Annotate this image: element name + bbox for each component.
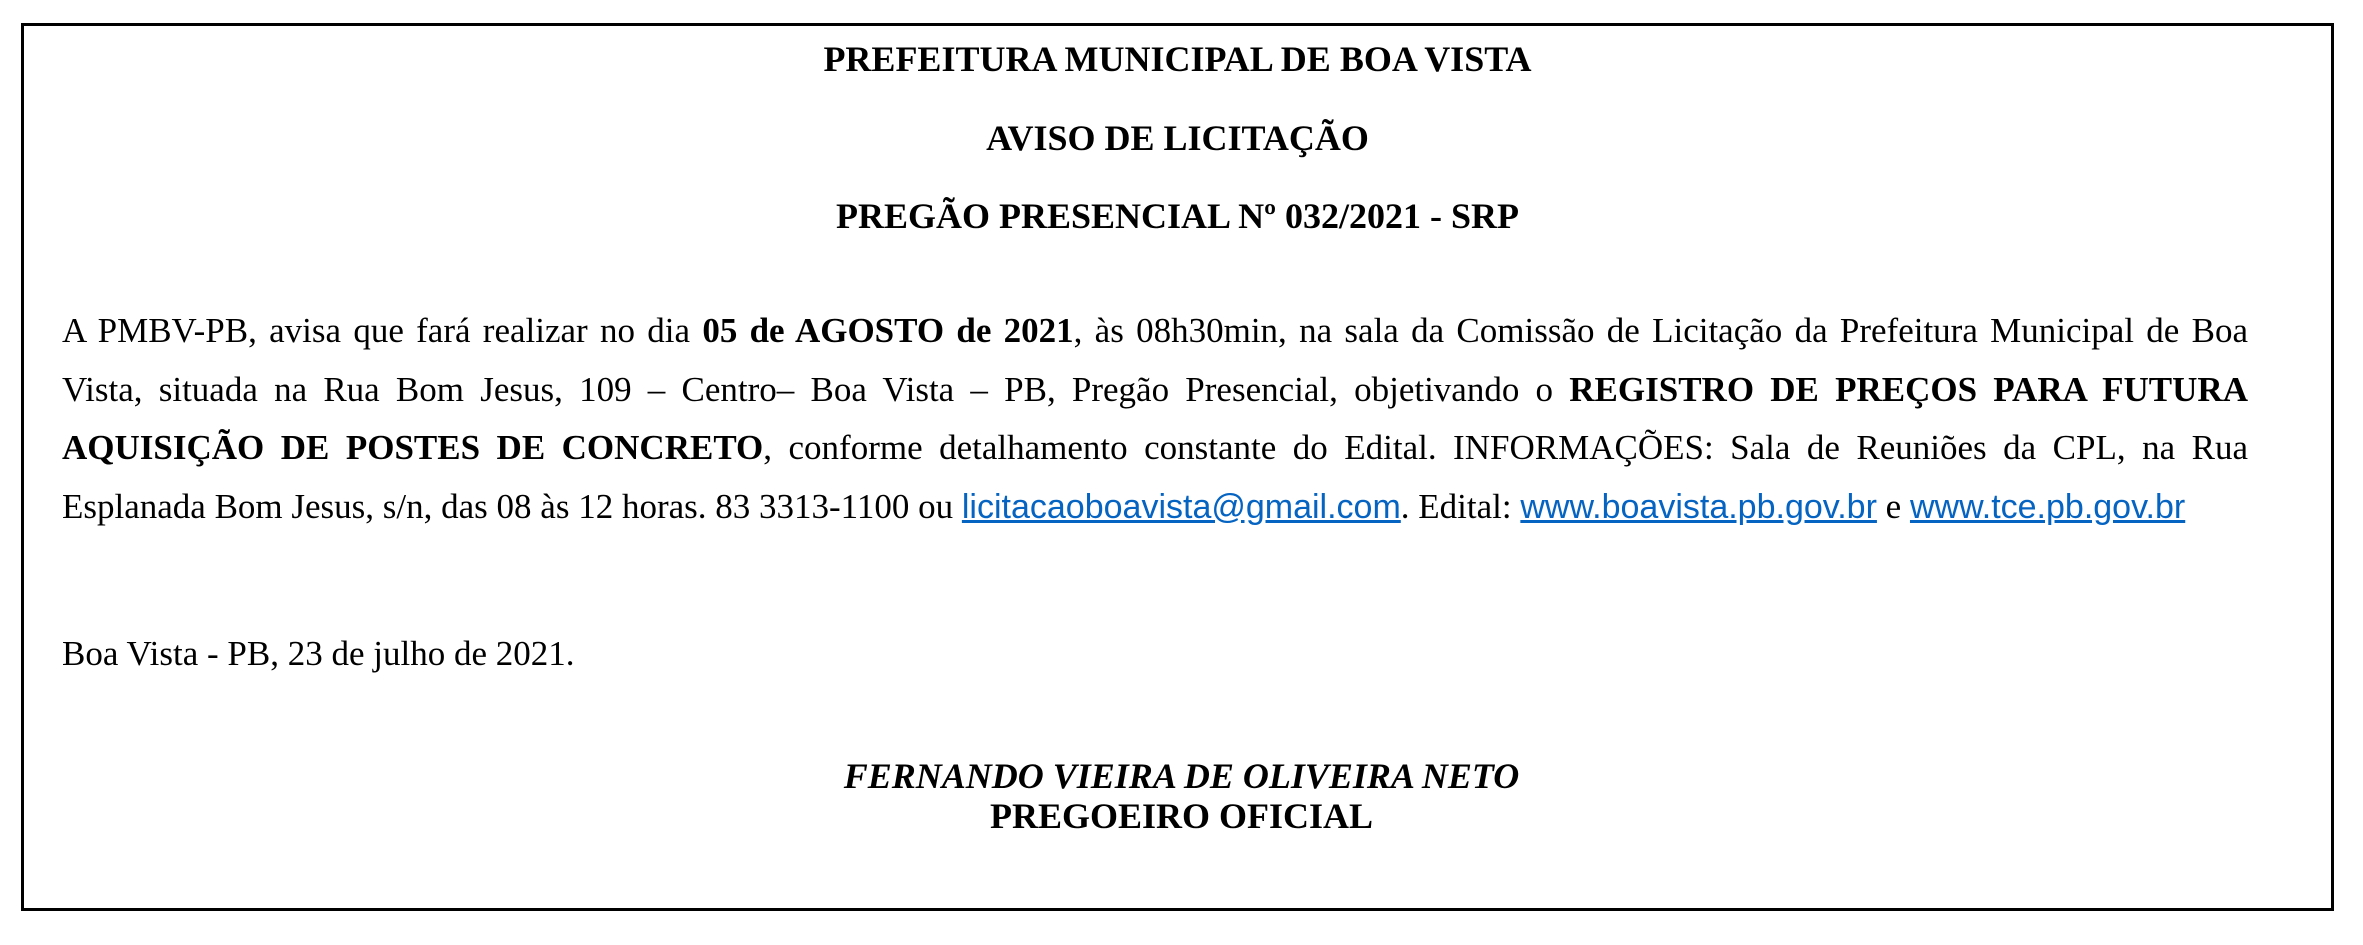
body-text-5: e <box>1876 486 1910 526</box>
body-text-4: . Edital: <box>1400 486 1521 526</box>
body-text-3: , conforme detalhamento constante do Edital. INFORMAÇÕES: Sala de Reuniões da CPL, na Rua Esplanada Bom Jesus, s/n, das 08 às 12 horas. 83 3313-1100 ou <box>62 428 2248 526</box>
email-link[interactable]: licitacaoboavista@gmail.com <box>961 487 1401 526</box>
body-text-2: , às 08h30min, na sala da Comissão de Licitação da Prefeitura Municipal de Boa Vista, situada na Rua Bom Jesus, 109 – Centro– Boa Vista – PB, Pregão Presencial, objetivando o <box>62 311 2248 409</box>
tce-site-link[interactable]: www.tce.pb.gov.br <box>1909 487 2186 526</box>
body-text-1: A PMBV-PB, avisa que fará realizar no dia <box>62 311 703 350</box>
date-line: Boa Vista - PB, 23 de julho de 2021. <box>62 634 575 673</box>
organization-title: PREFEITURA MUNICIPAL DE BOA VISTA <box>823 39 1532 79</box>
notice-type-title: AVISO DE LICITAÇÃO <box>986 118 1369 158</box>
signatory-name: FERNANDO VIEIRA DE OLIVEIRA NETO <box>843 756 1520 796</box>
signatory-role: PREGOEIRO OFICIAL <box>989 796 1374 836</box>
edital-site-link[interactable]: www.boavista.pb.gov.br <box>1520 487 1877 526</box>
procurement-object: REGISTRO DE PREÇOS PARA FUTURA AQUISIÇÃO DE POSTES DE CONCRETO <box>62 369 2248 467</box>
session-date: 05 de AGOSTO de 2021 <box>702 311 1074 350</box>
notice-body <box>62 302 2248 536</box>
process-title: PREGÃO PRESENCIAL Nº 032/2021 - SRP <box>836 196 1519 236</box>
